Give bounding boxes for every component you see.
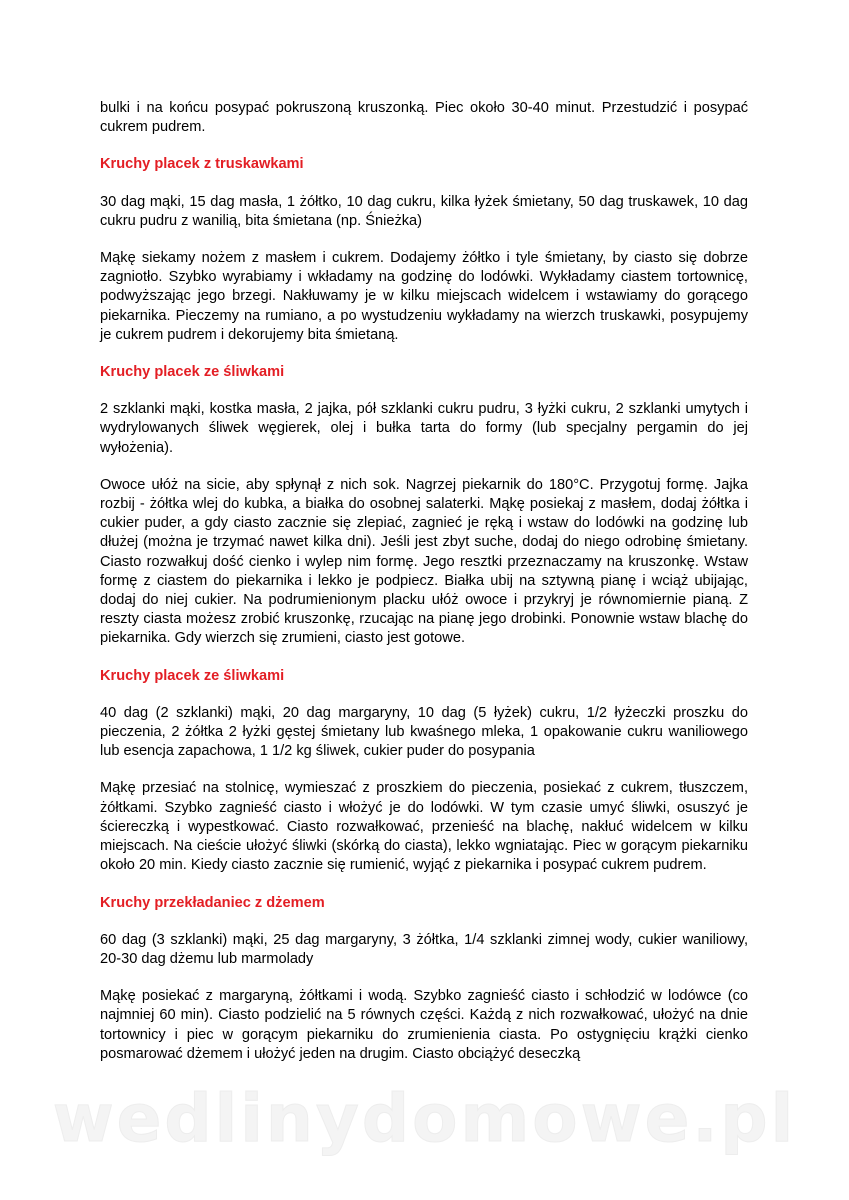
recipe-title: Kruchy przekładaniec z dżemem (100, 894, 325, 911)
recipe-ingredients: 60 dag (3 szklanki) mąki, 25 dag margaryny, 3 żółtka, 1/4 szklanki zimnej wody, cukier waniliowy, 20-30 dag dżemu lub marmolady (100, 931, 748, 967)
recipe-ingredients: 30 dag mąki, 15 dag masła, 1 żółtko, 10 dag cukru, kilka łyżek śmietany, 50 dag truskawek, 10 dag cukru pudru z wanilią, bita śmietana (np. Śnieżka) (100, 193, 748, 229)
recipe-ingredients: 40 dag (2 szklanki) mąki, 20 dag margaryny, 10 dag (5 łyżek) cukru, 1/2 łyżeczki proszku do pieczenia, 2 żółtka 2 łyżki gęstej śmietany lub kwaśnego mleka, 1 opakowanie cukru waniliowego lub esencja zapachowa, 1 1/2 kg śliwek, cukier puder do posypania (100, 704, 748, 760)
recipe-title: Kruchy placek ze śliwkami (100, 667, 285, 684)
recipe-instructions: Owoce ułóż na sicie, aby spłynął z nich sok. Nagrzej piekarnik do 180°C. Przygotuj formę. Jajka rozbij - żółtka wlej do kubka, a białka do osobnej salaterki. Mąkę posiekaj z masłem, dodaj żółtka i cukier puder, a gdy ciasto zacznie się zlepiać, zagnieć je ręką i wstaw do lodówki na godzinę lub dłużej (można je trzymać nawet kilka dni). Jeśli jest zbyt suche, dodaj do niego odrobinę śmietany. Ciasto rozwałkuj dość cienko i wylep nim formę. Jego resztki przeznaczamy na kruszonkę. Wstaw formę z ciastem do piekarnika i lekko je podpiecz. Białka ubij na sztywną pianę i wciąż ubijając, dodaj do niej cukier. Na podrumienionym placku ułóż owoce i przykryj je równomiernie pianą. Z reszty ciasta możesz zrobić kruszonkę, rzucając na pianę jego drobinki. Ponownie wstaw blachę do piekarnika. Gdy wierzch się zrumieni, ciasto jest gotowe. (100, 476, 748, 647)
document-body (100, 99, 748, 1064)
recipe-instructions: Mąkę siekamy nożem z masłem i cukrem. Dodajemy żółtko i tyle śmietany, by ciasto się dobrze zagniotło. Szybko wyrabiamy i wkładamy na godzinę do lodówki. Wykładamy ciastem tortownicę, podwyższając jego brzegi. Nakłuwamy je w kilku miejscach widelcem i wstawiamy do gorącego piekarnika. Pieczemy na rumiano, a po wystudzeniu wykładamy na wierzch truskawki, posypujemy je cukrem pudrem i dekorujemy bita śmietaną. (100, 250, 748, 343)
recipe-instructions: Mąkę przesiać na stolnicę, wymieszać z proszkiem do pieczenia, posiekać z cukrem, tłuszczem, żółtkami. Szybko zagnieść ciasto i włożyć je do lodówki. W tym czasie umyć śliwki, osuszyć je ściereczką i wypestkować. Ciasto rozwałkować, przenieść na blachę, nakłuć widelcem w kilku miejscach. Na cieście ułożyć śliwki (skórką do ciasta), lekko wgniatając. Piec w gorącym piekarniku około 20 min. Kiedy ciasto zacznie się rumienić, wyjąć z piekarnika i posypać cukrem pudrem. (100, 780, 748, 874)
continuation-paragraph: bulki i na końcu posypać pokruszoną kruszonką. Piec około 30-40 minut. Przestudzić i posypać cukrem pudrem. (100, 100, 748, 136)
watermark: wedlinydomowe.pl (52, 1080, 797, 1157)
recipe-title: Kruchy placek ze śliwkami (100, 364, 285, 381)
recipe-title: Kruchy placek z truskawkami (100, 156, 304, 173)
recipe-ingredients: 2 szklanki mąki, kostka masła, 2 jajka, pół szklanki cukru pudru, 3 łyżki cukru, 2 szklanki umytych i wydrylowanych śliwek węgierek, olej i bułka tarta do formy (lub specjalny pergamin do jej wyłożenia). (100, 401, 748, 456)
recipe-instructions: Mąkę posiekać z margaryną, żółtkami i wodą. Szybko zagnieść ciasto i schłodzić w lodówce (co najmniej 60 min). Ciasto podzielić na 5 równych części. Każdą z nich rozwałkować, ułożyć na dnie tortownicy i piec w gorącym piekarniku do zrumienienia ciasta. Po ostygnięciu krążki cienko posmarować dżemem i ułożyć jeden na drugim. Ciasto obciążyć deseczką (100, 988, 748, 1062)
